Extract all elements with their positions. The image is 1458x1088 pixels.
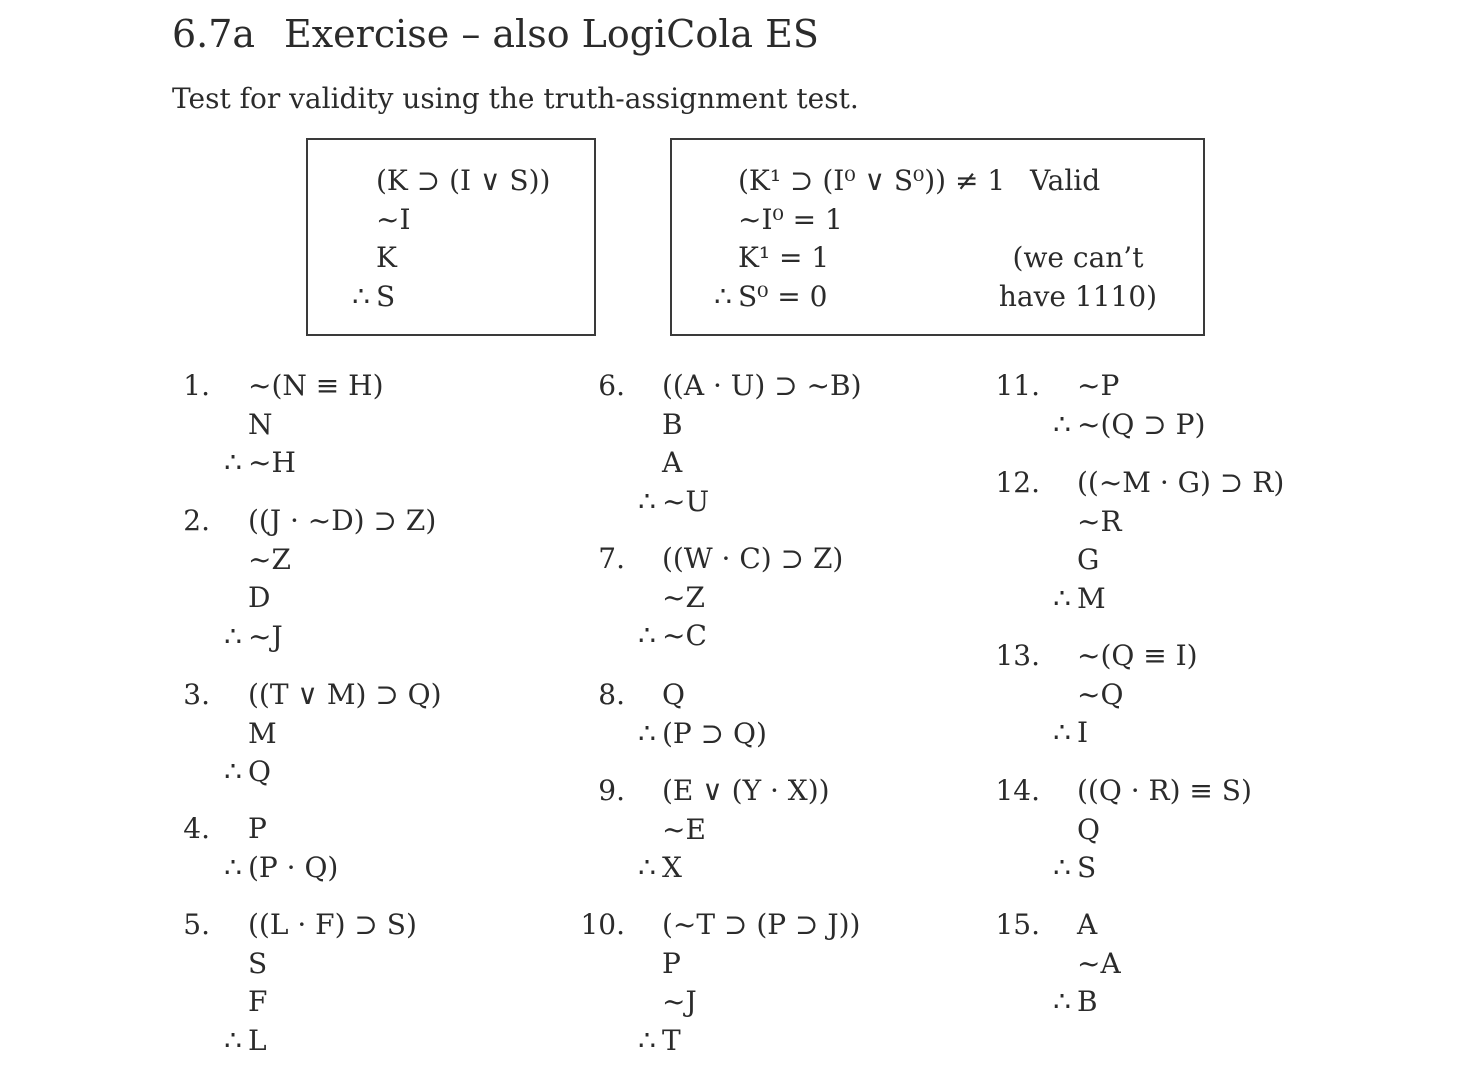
problem-premise-text: (E ∨ (Y · X)) [662,774,830,807]
section-title: Exercise – also LogiCola ES [284,12,819,56]
problem-premise-text: ~Z [662,580,705,614]
therefore-symbol: ∴ [638,619,656,652]
problem-premise-text: ((~M · G) ⊃ R) [1077,466,1285,499]
problem-premise-text: ((L · F) ⊃ S) [248,908,417,941]
problem-number: 10. [580,908,625,941]
problem-premise [1077,464,1284,502]
problem-premise [1077,772,1252,810]
problem-premise [1077,676,1123,714]
problem-premise-text: B [662,407,683,441]
problem-conclusion [224,618,283,656]
problem-conclusion [224,444,296,482]
problem-premise [248,715,277,753]
problem-number: 4. [183,812,210,845]
problem-premise-text: ((Q · R) ≡ S) [1077,774,1252,807]
example-premise-text: K [376,241,397,274]
problem-number: 5. [183,908,210,941]
problem-premise-text: ~J [662,985,697,1018]
problem-conclusion-text: ~C [662,619,707,652]
problem-conclusion [1053,849,1097,887]
problem-conclusion-text: ~H [248,446,296,479]
problem-premise-text: ~(Q ≡ I) [1077,639,1198,672]
problem-premise [248,367,384,405]
therefore-symbol: ∴ [638,1023,656,1057]
problem-premise [248,541,291,579]
problem-premise [662,579,705,617]
problem-conclusion-text: I [1077,716,1089,749]
problem-premise-text: Q [1077,812,1100,846]
therefore-symbol: ∴ [352,279,370,313]
example-verdict-text: Valid [1030,164,1101,197]
problem-premise [662,772,830,810]
example-test-line-text: S⁰ = 0 [738,279,828,313]
problem-conclusion-text: X [662,851,682,884]
problem-conclusion-text: (P ⊃ Q) [662,716,767,750]
therefore-symbol: ∴ [1053,985,1071,1018]
problem-premise-text: ~E [662,812,706,846]
problem-number: 3. [183,678,210,711]
problem-premise [1077,811,1100,849]
section-number: 6.7a [172,12,256,56]
problem-number: 14. [995,774,1040,807]
problem-premise-text: ((T ∨ M) ⊃ Q) [248,678,442,711]
example-test-line [738,201,843,239]
section-heading [172,12,819,56]
problem-number: 9. [598,774,625,807]
therefore-symbol: ∴ [224,850,242,884]
problem-premise [662,367,862,405]
problem-premise-text: ~(N ≡ H) [248,369,384,402]
problem-premise [662,444,682,482]
problem-premise [248,579,270,617]
problem-conclusion [224,849,339,887]
therefore-symbol: ∴ [1053,581,1071,615]
problem-premise-text: ~Q [1077,677,1124,711]
problem-premise [662,540,843,578]
problem-premise-text: ((J · ~D) ⊃ Z) [248,504,437,537]
problem-conclusion-text: ~(Q ⊃ P) [1077,407,1206,441]
therefore-symbol: ∴ [638,851,656,884]
example-verdict [1030,162,1100,200]
therefore-symbol: ∴ [638,716,656,750]
problem-premise-text: P [662,946,681,980]
problem-premise-text: ~R [1077,504,1122,538]
example-note-line2: have 1110) [998,279,1158,313]
problem-conclusion-text: S [1077,851,1097,884]
problem-conclusion-text: L [248,1023,267,1057]
problem-premise-text: S [248,946,268,980]
example-test-line [714,278,828,316]
problem-conclusion [638,849,682,887]
example-note-line1: (we can’t [1012,241,1144,274]
problem-premise-text: F [248,985,268,1018]
example-premise-text: S [376,279,396,313]
problem-conclusion [1053,406,1206,444]
therefore-symbol: ∴ [638,484,656,518]
problem-premise-text: D [248,581,271,614]
therefore-symbol: ∴ [224,619,242,653]
problem-premise [248,502,436,540]
problem-number: 7. [598,542,625,575]
problem-premise [662,906,860,944]
problem-premise [248,983,267,1021]
problem-premise-text: ~Z [248,542,291,576]
problem-conclusion [638,483,710,521]
problem-premise [1077,637,1198,675]
problem-conclusion-text: M [1077,581,1106,615]
problem-premise-text: M [248,716,277,750]
problem-premise-text: A [662,446,683,479]
problem-premise-text: ((A · U) ⊃ ~B) [662,369,862,402]
example-test-line [738,239,829,277]
therefore-symbol: ∴ [224,446,242,479]
problem-premise [1077,906,1097,944]
problem-number: 8. [598,678,625,711]
problem-conclusion-text: ~J [248,619,283,653]
therefore-symbol: ∴ [224,755,242,788]
problem-number: 11. [995,369,1040,402]
problem-number: 2. [183,504,210,537]
problem-premise [1077,945,1121,983]
problem-number: 6. [598,369,625,402]
problem-premise-text: N [248,407,273,441]
problem-premise [662,676,685,714]
problem-premise-text: ~P [1077,369,1120,402]
problem-premise [248,906,417,944]
problem-conclusion [1053,714,1089,752]
problem-conclusion [224,753,271,791]
problem-premise [662,811,706,849]
problem-premise-text: ~A [1077,946,1121,980]
example-premise [376,162,550,200]
problem-premise [1077,541,1099,579]
problem-premise-text: G [1077,543,1100,576]
problem-premise [662,983,697,1021]
problem-premise-text: P [248,812,267,845]
therefore-symbol: ∴ [714,279,732,313]
problem-conclusion [1053,580,1106,618]
example-test-line-text: ~I⁰ = 1 [738,202,843,236]
problem-premise [1077,367,1119,405]
problem-premise-text: (~T ⊃ (P ⊃ J)) [662,908,861,941]
problem-conclusion [1053,983,1098,1021]
example-premise [376,239,397,277]
problem-premise-text: A [1077,908,1098,941]
example-premise [352,278,396,316]
problem-conclusion-text: Q [248,755,271,788]
instruction-text: Test for validity using the truth-assignment test. [172,82,859,115]
example-premise-text: (K ⊃ (I ∨ S)) [376,164,551,197]
problem-conclusion [638,617,707,655]
example-test-line [738,162,1005,200]
therefore-symbol: ∴ [1053,716,1071,749]
problem-conclusion [224,1022,267,1060]
problem-conclusion [638,1022,681,1060]
problem-number: 15. [995,908,1040,941]
therefore-symbol: ∴ [1053,407,1071,441]
problem-premise [662,945,681,983]
therefore-symbol: ∴ [224,1023,242,1057]
therefore-symbol: ∴ [1053,851,1071,884]
problem-conclusion [638,715,767,753]
problem-conclusion-text: ~U [662,484,710,518]
problem-number: 1. [183,369,210,402]
problem-premise [248,676,442,714]
example-premise [376,201,411,239]
problem-premise [1077,503,1122,541]
problem-premise [248,945,267,983]
problem-premise [662,406,683,444]
problem-number: 12. [995,466,1040,499]
problem-premise [248,810,267,848]
problem-conclusion-text: B [1077,985,1098,1018]
problem-premise [248,406,273,444]
example-premise-text: ~I [376,202,411,236]
problem-conclusion-text: (P · Q) [248,850,339,884]
problem-number: 13. [995,639,1040,672]
example-test-line-text: (K¹ ⊃ (I⁰ ∨ S⁰)) ≠ 1 [738,164,1006,197]
problem-premise-text: ((W · C) ⊃ Z) [662,542,844,575]
problem-conclusion-text: T [662,1023,681,1057]
example-test-line-text: K¹ = 1 [738,241,830,274]
problem-premise-text: Q [662,678,685,711]
